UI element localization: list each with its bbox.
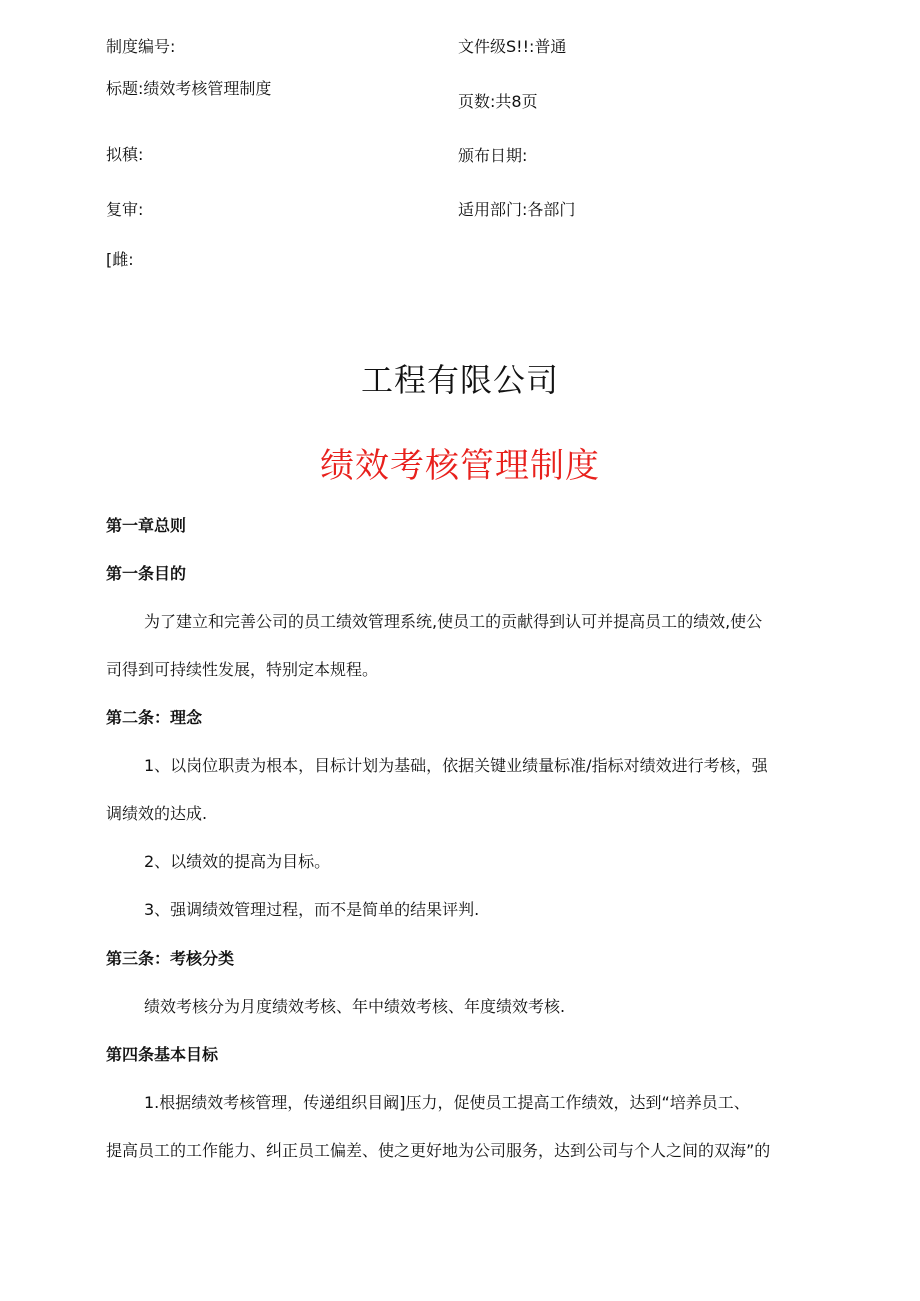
approver-label: [雌:	[106, 250, 134, 269]
paragraph-line: 绩效考核分为月度绩效考核、年中绩效考核、年度绩效考核.	[144, 997, 566, 1016]
paragraph-line: 司得到可持续性发展，特别定本规程。	[106, 660, 379, 679]
list-item-line: 调绩效的达成.	[106, 804, 208, 823]
drafter-label: 拟稹:	[106, 145, 144, 164]
list-item: 3、强调绩效管理过程，而不是简单的结果评判.	[144, 900, 480, 919]
company-name: 工程有限公司	[360, 361, 559, 399]
list-item-line: 1.根据绩效考核管理，传递组织目阚]压力，促使员工提高工作绩效，达到“培养员工、	[144, 1093, 750, 1112]
reviewer-label: 复审:	[106, 200, 144, 219]
list-item-line: 提高员工的工作能力、纠正员工偏差、使之更好地为公司服务，达到公司与个人之间的双海”的	[106, 1141, 771, 1160]
file-level-label: 文件级S!!:普通	[458, 37, 567, 56]
document-title: 绩效考核管理制度	[320, 446, 600, 486]
issue-date-label: 颁布日期:	[458, 146, 528, 165]
page-count-label: 页数:共8页	[458, 92, 538, 111]
article-heading: 第二条：理念	[106, 708, 203, 727]
list-item-line: 1、以岗位职责为根本，目标计划为基础，依据关键业绩量标准/指标对绩效进行考核，强	[144, 756, 768, 775]
article-heading: 第四条基本目标	[106, 1045, 219, 1064]
article-heading: 第一条目的	[106, 564, 187, 583]
chapter-heading: 第一章总则	[106, 516, 187, 535]
article-heading: 第三条：考核分类	[106, 949, 235, 968]
doc-number-label: 制度编号:	[106, 37, 176, 56]
list-item: 2、以绩效的提高为目标。	[144, 852, 331, 871]
doc-title-label: 标题:绩效考核管理制度	[106, 79, 272, 98]
paragraph-line: 为了建立和完善公司的员工绩效管理系统,使员工的贡献得到认可并提高员工的绩效,使公	[144, 612, 763, 631]
departments-label: 适用部门:各部门	[458, 200, 576, 219]
